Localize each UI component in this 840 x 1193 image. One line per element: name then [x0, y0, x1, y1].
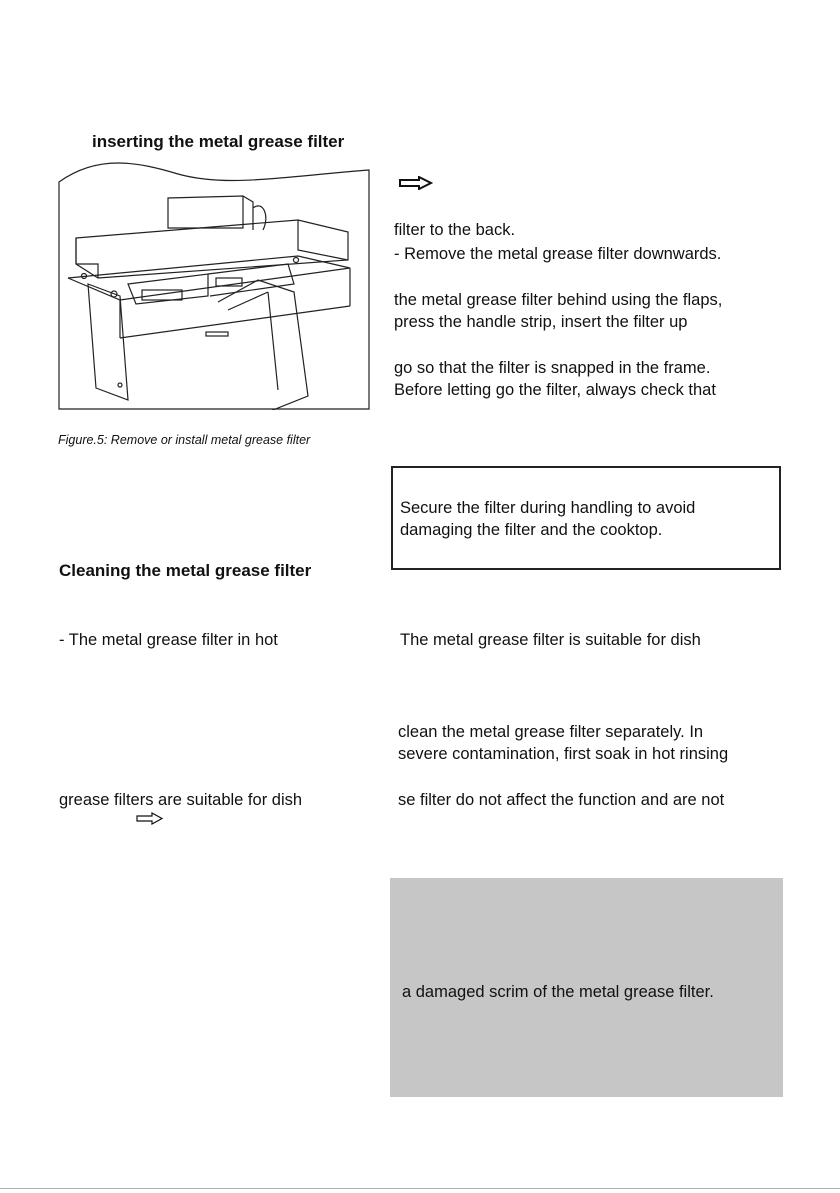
text-line: clean the metal grease filter separately. In	[398, 723, 704, 741]
text-line: the metal grease filter behind using the flaps,	[394, 291, 723, 309]
section-heading-inserting: inserting the metal grease filter	[92, 132, 345, 151]
text-line: se filter do not affect the function and are not	[398, 791, 725, 809]
text-line: go so that the filter is snapped in the frame.	[394, 359, 711, 377]
notice-line: damaging the filter and the cooktop.	[400, 521, 663, 539]
notice-line: Secure the filter during handling to avoid	[400, 499, 696, 517]
notice-box	[391, 466, 781, 570]
text-line: Before letting go the filter, always check that	[394, 381, 716, 399]
figure-caption: Figure.5: Remove or install metal grease filter	[58, 433, 311, 447]
hood-filter-illustration	[58, 160, 370, 410]
text-line: - The metal grease filter in hot	[59, 631, 278, 649]
section-heading-cleaning: Cleaning the metal grease filter	[59, 561, 312, 580]
text-line: The metal grease filter is suitable for dish	[400, 631, 701, 649]
text-line: press the handle strip, insert the filter up	[394, 313, 688, 331]
text-line: grease filters are suitable for dish	[59, 791, 303, 809]
text-line: - Remove the metal grease filter downwards.	[394, 245, 722, 263]
grey-box-line: a damaged scrim of the metal grease filter.	[402, 983, 714, 1001]
right-arrow-icon	[136, 812, 164, 825]
text-line: filter to the back.	[394, 221, 516, 239]
page-bottom-rule	[0, 1188, 840, 1193]
text-line: severe contamination, first soak in hot rinsing	[398, 745, 729, 763]
right-arrow-icon	[399, 176, 433, 190]
